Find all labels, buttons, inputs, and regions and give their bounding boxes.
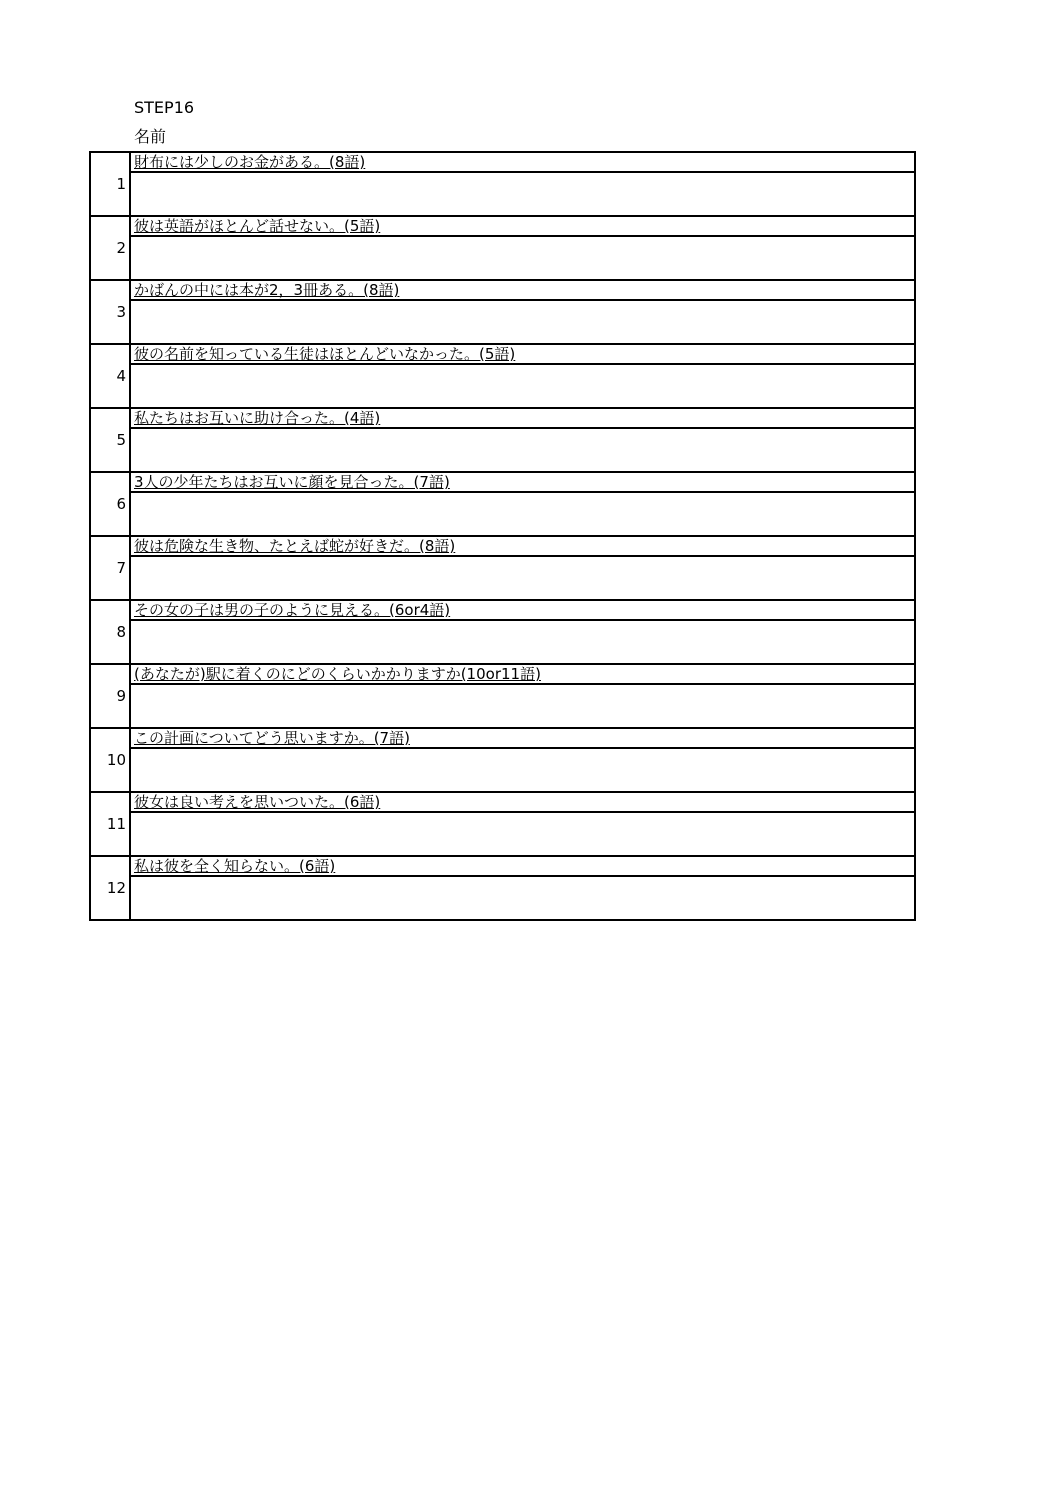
- question-row: [90, 536, 915, 556]
- question-prompt: かばんの中には本が2，3冊ある。(8語): [134, 281, 400, 299]
- question-row: [90, 216, 915, 236]
- answer-row: [90, 876, 915, 920]
- question-prompt-cell: [130, 344, 915, 364]
- answer-cell: [130, 172, 915, 216]
- question-row: [90, 664, 915, 684]
- answer-cell: [130, 812, 915, 856]
- answer-field[interactable]: [134, 749, 914, 791]
- answer-cell: [130, 620, 915, 664]
- question-prompt: この計画についてどう思いますか。(7語): [134, 729, 410, 747]
- question-prompt-cell: [130, 408, 915, 428]
- answer-cell: [130, 492, 915, 536]
- question-number: 2: [90, 216, 130, 280]
- answer-cell: [130, 748, 915, 792]
- question-prompt-cell: [130, 472, 915, 492]
- question-prompt-cell: [130, 280, 915, 300]
- answer-field[interactable]: [134, 493, 914, 535]
- question-number: 1: [90, 152, 130, 216]
- answer-cell: [130, 300, 915, 344]
- answer-field[interactable]: [134, 301, 914, 343]
- answer-field[interactable]: [134, 173, 914, 215]
- question-row: [90, 728, 915, 748]
- answer-field[interactable]: [134, 429, 914, 471]
- answer-cell: [130, 876, 915, 920]
- question-prompt: その女の子は男の子のように見える。(6or4語): [134, 601, 451, 619]
- question-prompt-cell: [130, 728, 915, 748]
- question-prompt-cell: [130, 792, 915, 812]
- question-prompt-cell: [130, 600, 915, 620]
- question-prompt: 彼の名前を知っている生徒はほとんどいなかった。(5語): [134, 345, 516, 363]
- question-prompt: 3人の少年たちはお互いに顔を見合った。(7語): [134, 473, 450, 491]
- answer-field[interactable]: [134, 621, 914, 663]
- question-number: 11: [90, 792, 130, 856]
- answer-cell: [130, 428, 915, 472]
- answer-row: [90, 364, 915, 408]
- answer-row: [90, 172, 915, 216]
- answer-row: [90, 684, 915, 728]
- answer-field[interactable]: [134, 557, 914, 599]
- answer-row: [90, 300, 915, 344]
- answer-row: [90, 492, 915, 536]
- answer-row: [90, 812, 915, 856]
- question-prompt-cell: [130, 152, 915, 172]
- question-row: [90, 280, 915, 300]
- question-number: 12: [90, 856, 130, 920]
- name-label: 名前: [134, 127, 167, 146]
- question-number: 8: [90, 600, 130, 664]
- question-row: [90, 152, 915, 172]
- answer-row: [90, 748, 915, 792]
- question-row: [90, 600, 915, 620]
- question-prompt: (あなたが)駅に着くのにどのくらいかかりますか(10or11語): [134, 665, 541, 683]
- question-prompt: 彼は英語がほとんど話せない。(5語): [134, 217, 381, 235]
- answer-row: [90, 556, 915, 600]
- question-number: 5: [90, 408, 130, 472]
- question-number: 3: [90, 280, 130, 344]
- question-number: 4: [90, 344, 130, 408]
- answer-field[interactable]: [134, 237, 914, 279]
- worksheet-table: [89, 151, 916, 921]
- question-prompt: 財布には少しのお金がある。(8語): [134, 153, 366, 171]
- answer-cell: [130, 684, 915, 728]
- question-prompt-cell: [130, 216, 915, 236]
- question-row: [90, 792, 915, 812]
- answer-cell: [130, 556, 915, 600]
- step-title: STEP16: [134, 98, 195, 117]
- answer-field[interactable]: [134, 685, 914, 727]
- question-prompt: 彼は危険な生き物、たとえば蛇が好きだ。(8語): [134, 537, 456, 555]
- answer-row: [90, 620, 915, 664]
- question-row: [90, 856, 915, 876]
- question-prompt-cell: [130, 536, 915, 556]
- question-row: [90, 408, 915, 428]
- question-row: [90, 344, 915, 364]
- question-number: 9: [90, 664, 130, 728]
- question-prompt: 彼女は良い考えを思いついた。(6語): [134, 793, 381, 811]
- answer-field[interactable]: [134, 877, 914, 919]
- answer-row: [90, 428, 915, 472]
- question-number: 10: [90, 728, 130, 792]
- answer-cell: [130, 236, 915, 280]
- question-number: 7: [90, 536, 130, 600]
- question-prompt: 私は彼を全く知らない。(6語): [134, 857, 336, 875]
- question-prompt: 私たちはお互いに助け合った。(4語): [134, 409, 381, 427]
- question-prompt-cell: [130, 856, 915, 876]
- question-row: [90, 472, 915, 492]
- answer-cell: [130, 364, 915, 408]
- answer-field[interactable]: [134, 813, 914, 855]
- question-number: 6: [90, 472, 130, 536]
- answer-field[interactable]: [134, 365, 914, 407]
- question-prompt-cell: [130, 664, 915, 684]
- answer-row: [90, 236, 915, 280]
